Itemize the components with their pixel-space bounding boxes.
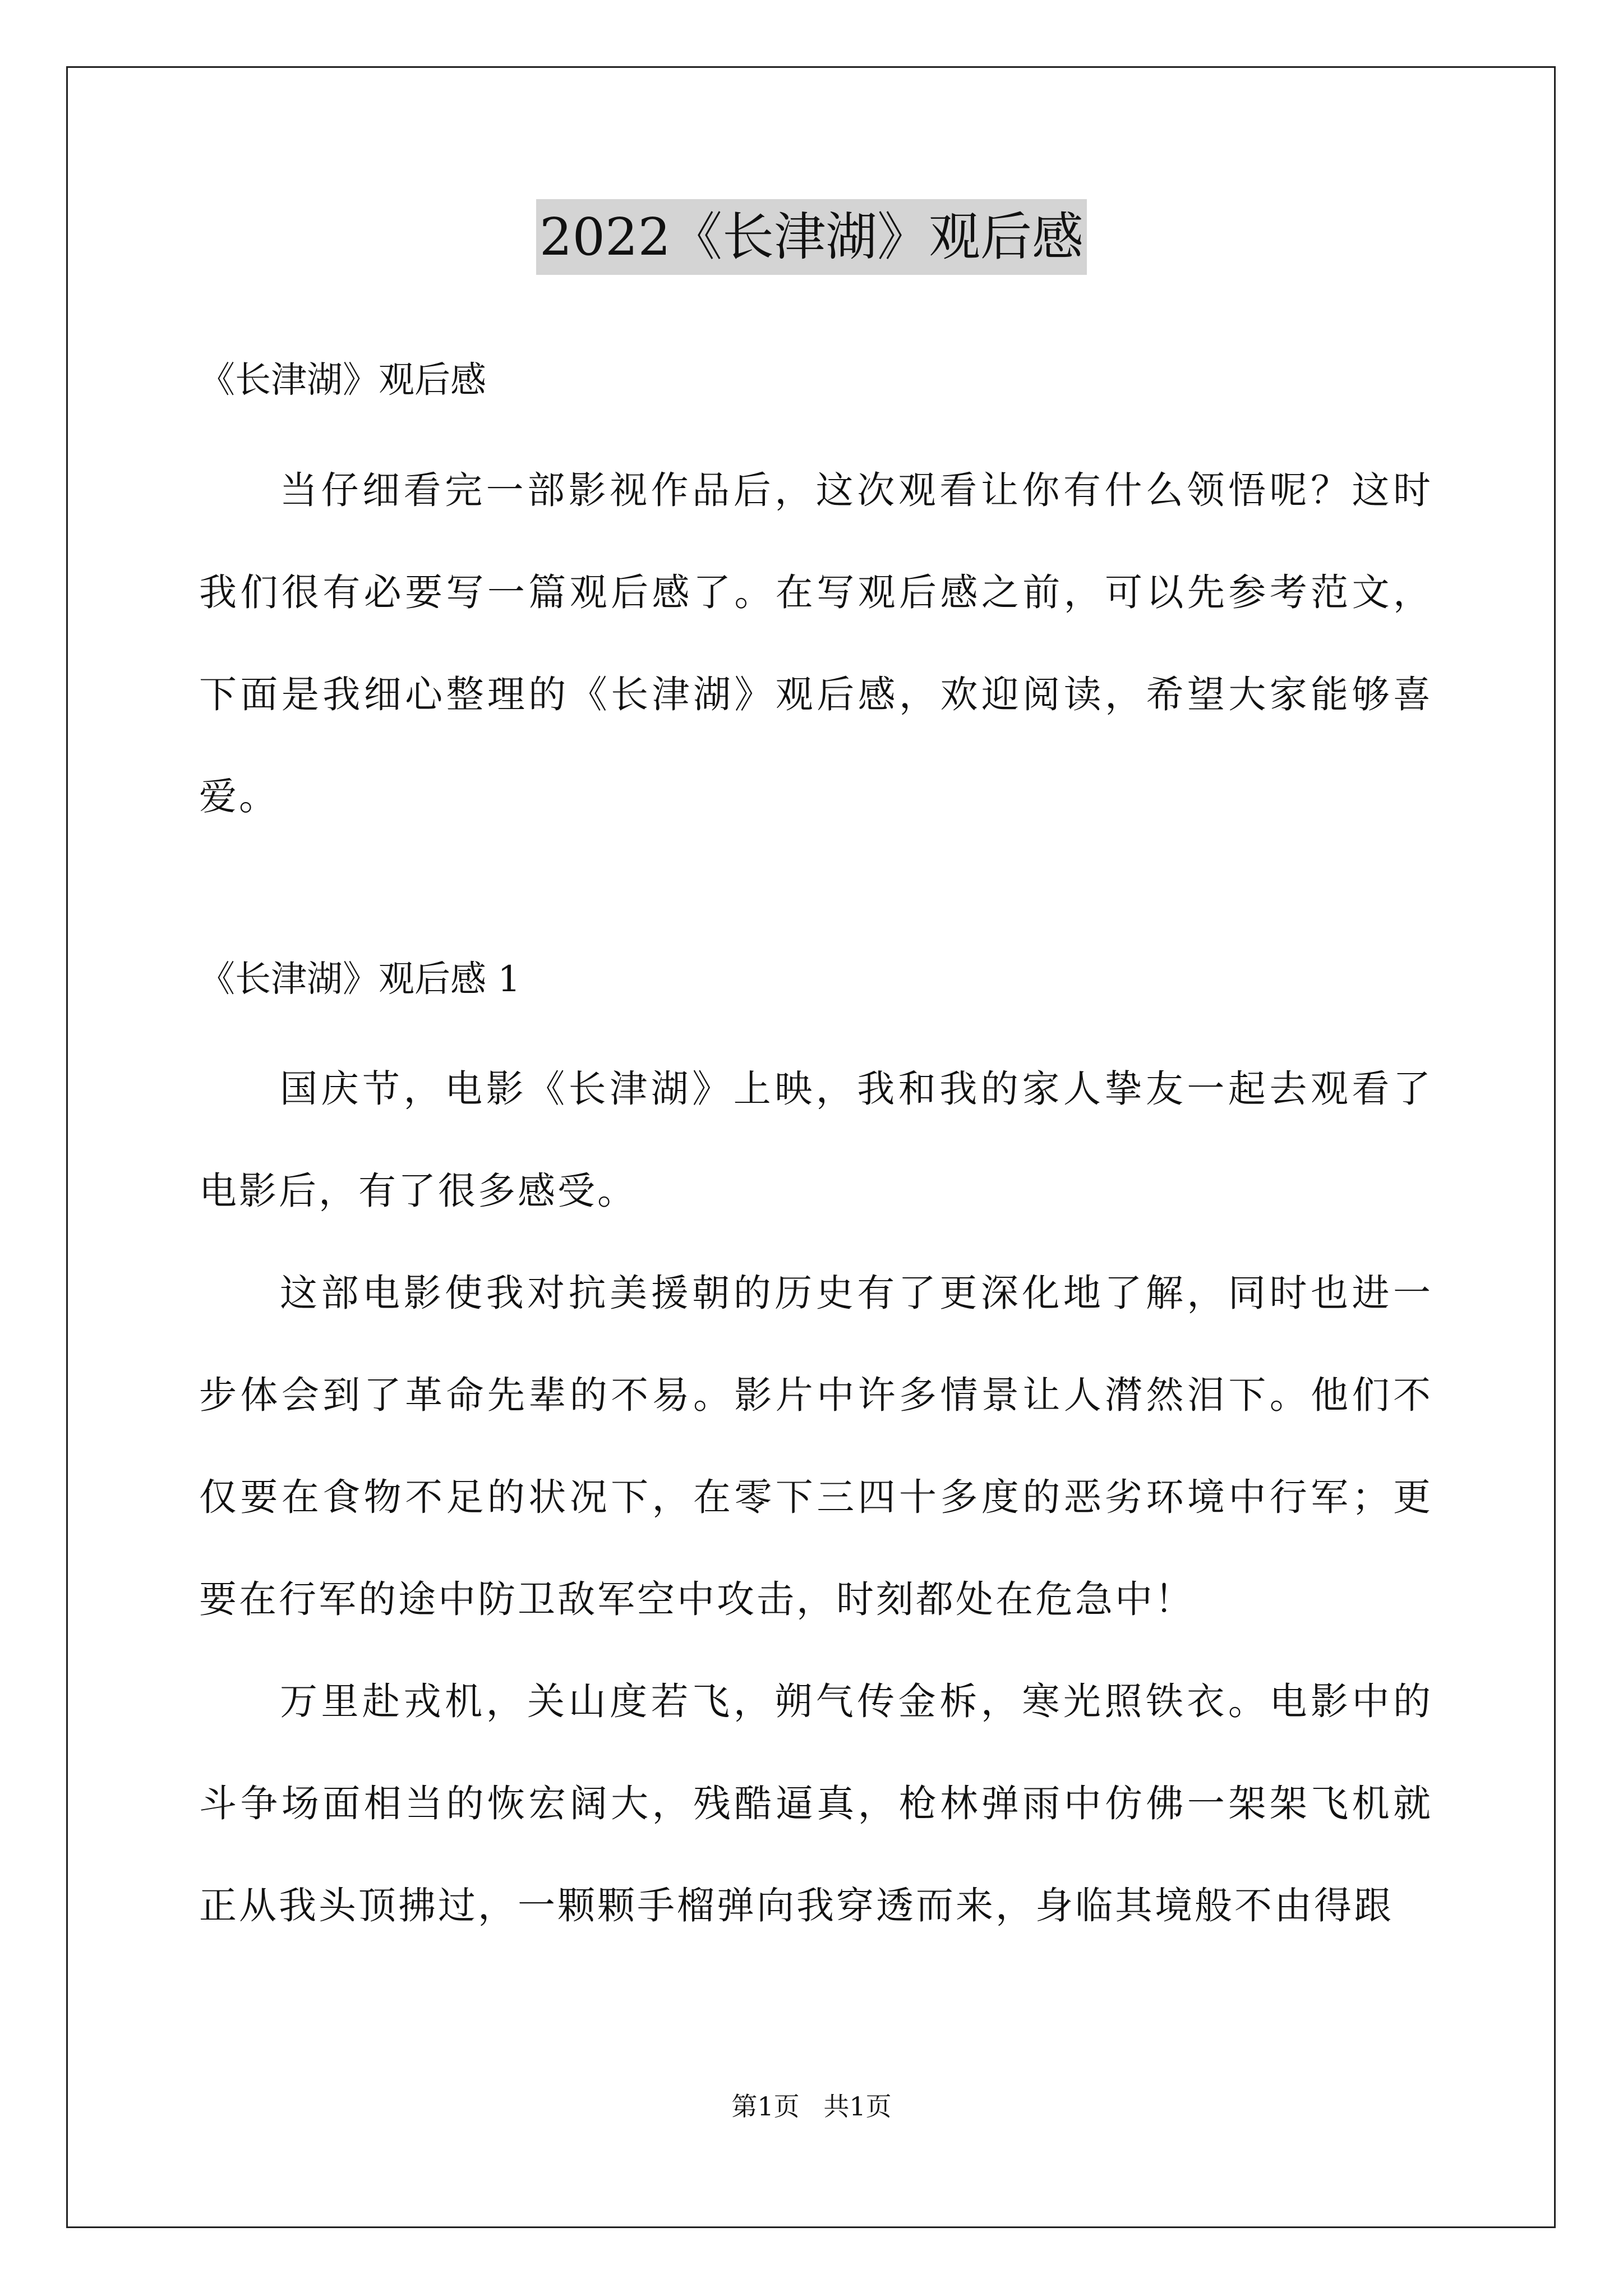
page-number-total: 共1页 xyxy=(823,2091,892,2122)
section1-body xyxy=(199,1038,1433,1957)
section1-paragraph-1: 国庆节，电影《长津湖》上映，我和我的家人挚友一起去观看了电影后，有了很多感受。 xyxy=(199,1067,1433,1213)
intro-paragraph: 当仔细看完一部影视作品后，这次观看让你有什么领悟呢？这时我们很有必要写一篇观后感了。在写观后感之前，可以先参考范文，下面是我细心整理的《长津湖》观后感，欢迎阅读，希望大家能够喜爱。 xyxy=(199,468,1433,818)
section1-paragraph-2: 这部电影使我对抗美援朝的历史有了更深化地了解，同时也进一步体会到了革命先辈的不易。影片中许多情景让人潸然泪下。他们不仅要在食物不足的状况下，在零下三四十多度的恶劣环境中行军；更要在行军的途中防卫敌军空中攻击，时刻都处在危急中！ xyxy=(199,1271,1433,1621)
subtitle-heading: 《长津湖》观后感 xyxy=(199,360,486,401)
page-footer xyxy=(0,2090,1623,2123)
document-title: 2022《长津湖》观后感 xyxy=(536,199,1087,275)
section1-paragraph-3: 万里赴戎机，关山度若飞，朔气传金柝，寒光照铁衣。电影中的斗争场面相当的恢宏阔大，残酷逼真，枪林弹雨中仿佛一架架飞机就正从我头顶拂过，一颗颗手榴弹向我穿透而来，身临其境般不由得跟 xyxy=(199,1680,1433,1927)
title-container xyxy=(0,199,1623,275)
intro-block xyxy=(199,439,1433,848)
section1-heading: 《长津湖》观后感 1 xyxy=(199,959,521,1000)
page-number-current: 第1页 xyxy=(731,2091,800,2122)
